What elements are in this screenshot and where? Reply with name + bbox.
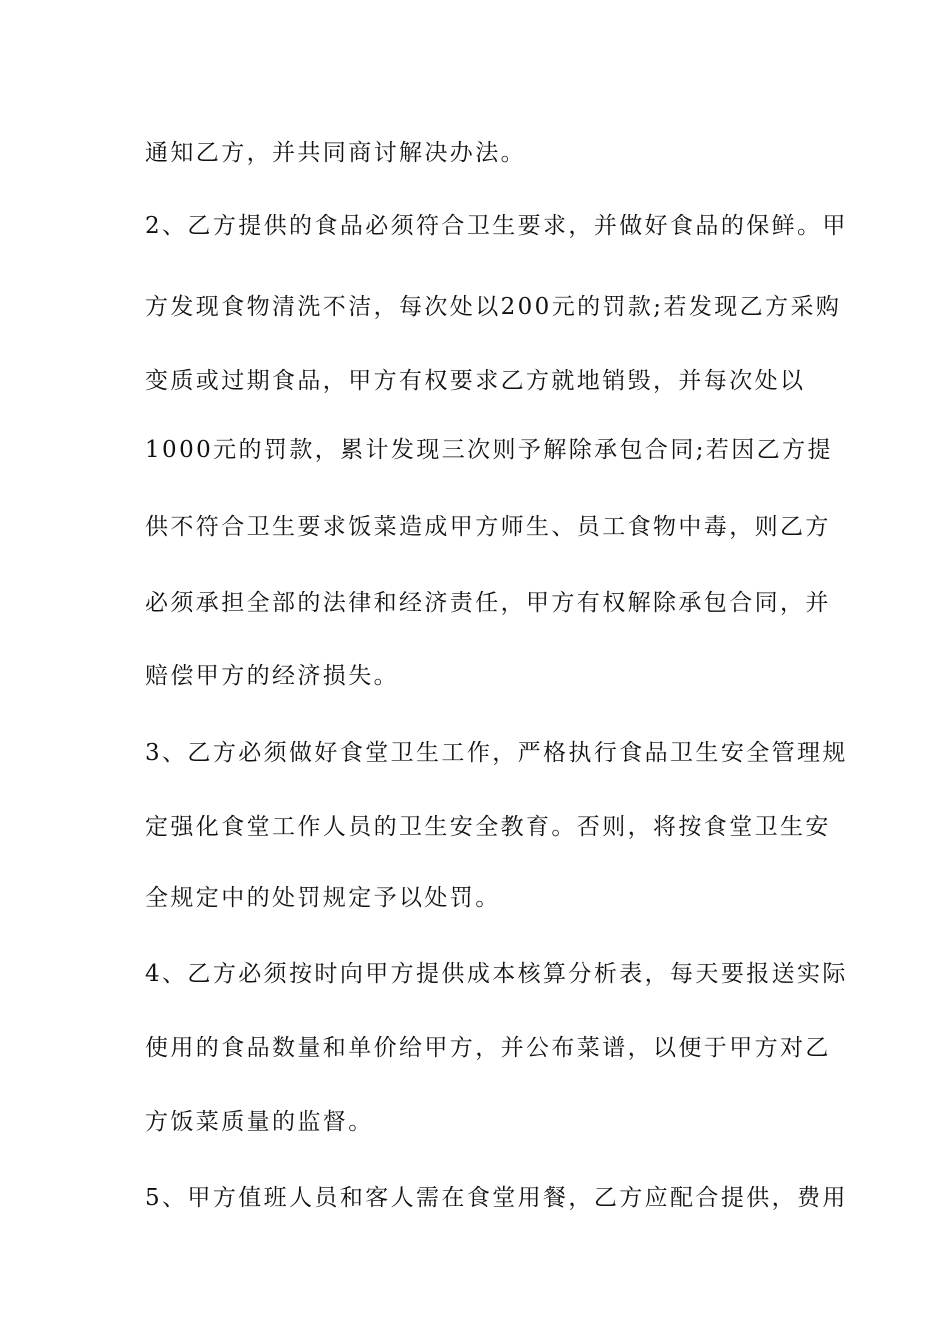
text-line: 必须承担全部的法律和经济责任，甲方有权解除承包合同，并 xyxy=(145,590,831,616)
text-line: 使用的食品数量和单价给甲方，并公布菜谱，以便于甲方对乙 xyxy=(145,1035,831,1061)
text-line: 1000元的罚款，累计发现三次则予解除承包合同;若因乙方提 xyxy=(145,437,833,463)
clause-3-line: 3、乙方必须做好食堂卫生工作，严格执行食品卫生安全管理规 xyxy=(145,740,848,766)
text-line: 方发现食物清洗不洁，每次处以200元的罚款;若发现乙方采购 xyxy=(145,294,842,320)
text-line: 变质或过期食品，甲方有权要求乙方就地销毁，并每次处以 xyxy=(145,368,806,394)
text-line: 全规定中的处罚规定予以处罚。 xyxy=(145,885,501,911)
clause-2-line: 2、乙方提供的食品必须符合卫生要求，并做好食品的保鲜。甲 xyxy=(145,213,848,239)
text-line: 赔偿甲方的经济损失。 xyxy=(145,663,399,689)
clause-4-line: 4、乙方必须按时向甲方提供成本核算分析表，每天要报送实际 xyxy=(145,961,848,987)
text-line: 定强化食堂工作人员的卫生安全教育。否则，将按食堂卫生安 xyxy=(145,814,831,840)
text-line: 供不符合卫生要求饭菜造成甲方师生、员工食物中毒，则乙方 xyxy=(145,514,831,540)
text-line: 方饭菜质量的监督。 xyxy=(145,1109,374,1135)
text-line: 通知乙方，并共同商讨解决办法。 xyxy=(145,140,526,166)
clause-5-line: 5、甲方值班人员和客人需在食堂用餐，乙方应配合提供，费用 xyxy=(145,1185,848,1211)
